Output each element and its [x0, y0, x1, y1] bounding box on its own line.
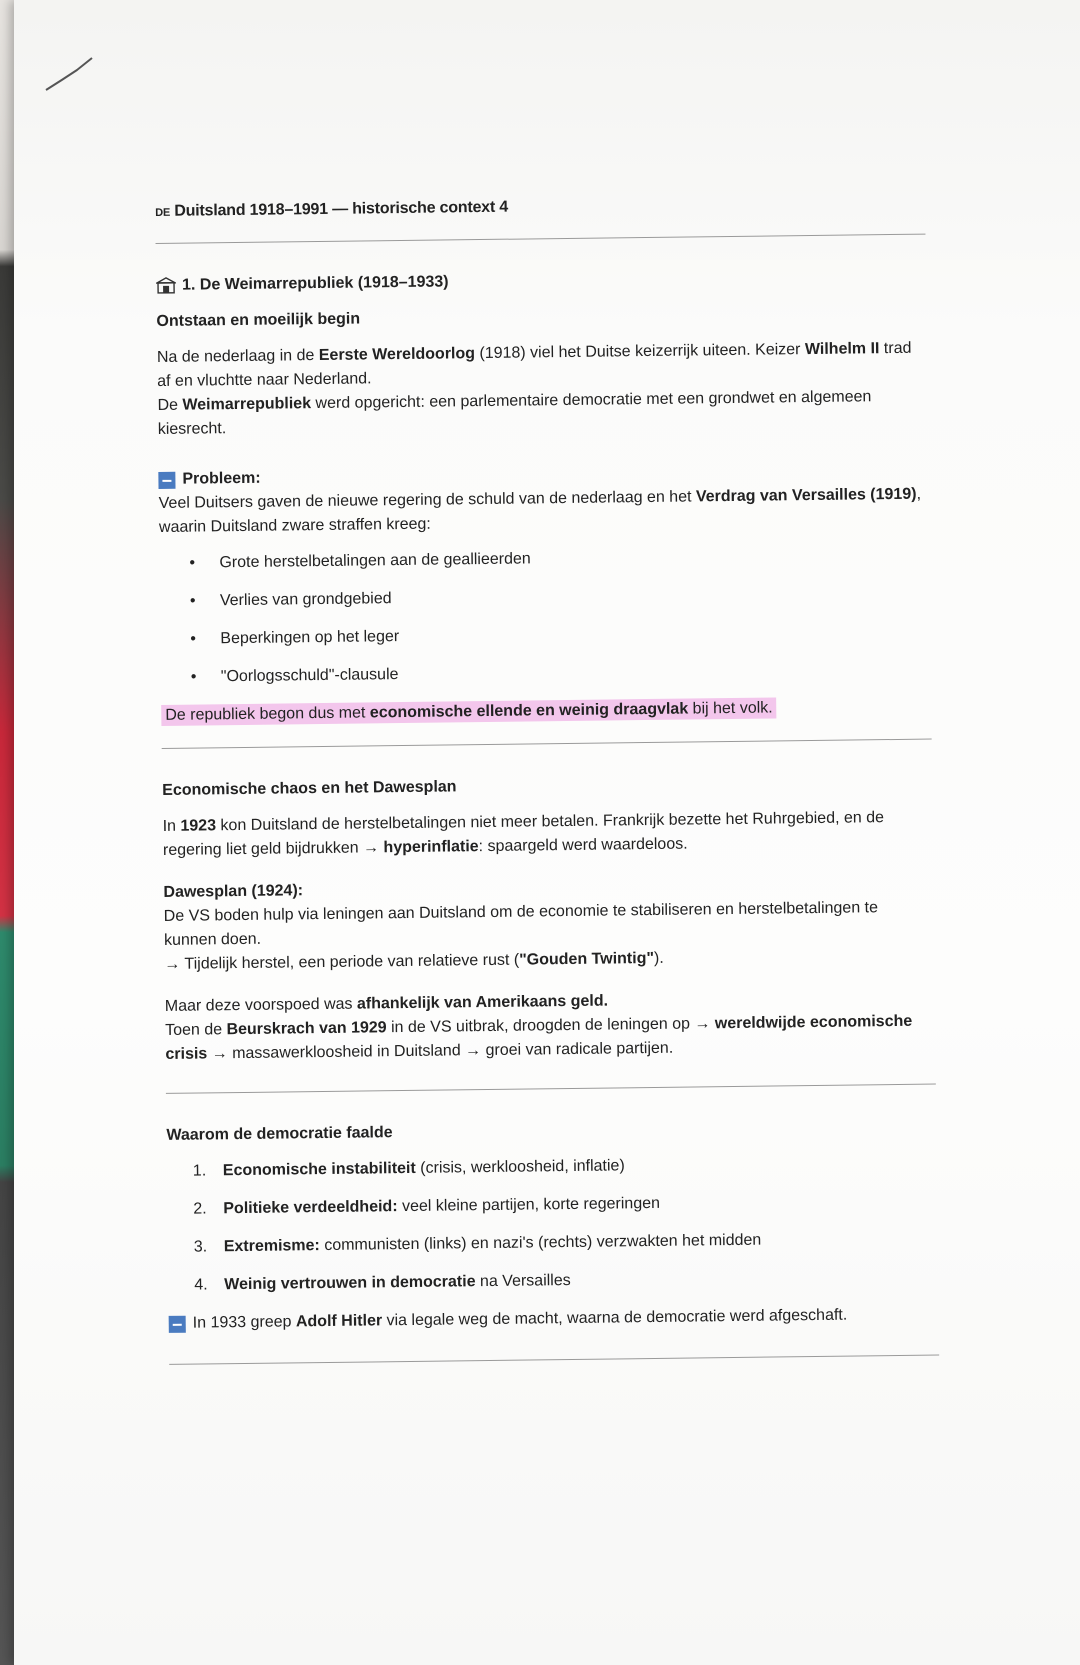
section-title-economie: Economische chaos en het Dawesplan — [162, 778, 457, 799]
paragraph-nederlaag: Na de nederlaag in de Eerste Wereldoorlog (1918) viel het Duitse keizerrijk uiteen. Keizer Wilhelm II trad af en vluchtte naar Nederland. De Weimarrepubliek werd opgericht: een parlementaire democratie met een grondwet en algemeen kiesrecht. — [156, 339, 912, 438]
section-title-weimar — [156, 265, 926, 298]
list-item: 1. Economische instabiliteit (crisis, werkloosheid, inflatie) — [192, 1157, 625, 1180]
numbered-list-oorzaken — [167, 1151, 939, 1298]
list-item: • Grote herstelbetalingen aan de geallieerden — [189, 543, 929, 576]
final-statement: In 1933 greep Adolf Hitler via legale weg de macht, waarna de democratie werd afgeschaft. — [169, 1303, 939, 1336]
pen-mark-icon — [42, 50, 102, 120]
list-item: 2. Politieke verdeeldheid: veel kleine partijen, korte regeringen — [193, 1194, 661, 1218]
document-content — [155, 191, 940, 1395]
dawesplan-heading: Dawesplan (1924): — [163, 882, 304, 901]
minus-square-icon — [169, 1315, 186, 1332]
conclusion-highlight: De republiek begon dus met economische ellende en weinig draagvlak bij het volk. — [161, 695, 931, 728]
section-title-democratie: Waarom de democratie faalde — [166, 1124, 393, 1144]
building-icon — [156, 277, 176, 295]
divider — [156, 234, 926, 244]
list-item: • Verlies van grondgebied — [190, 581, 930, 614]
sub-heading-ontstaan: Ontstaan en moeilijk begin — [156, 310, 361, 330]
list-item: • "Oorlogsschuld"-clausule — [191, 657, 931, 690]
paragraph-beurskrach: Maar deze voorspoed was afhankelijk van Amerikaans geld. Toen de Beurskrach van 1929 in de VS uitbrak, droogden de leningen op → wereldwijde economische crisis → massawerkloosheid in Duitsland → groei van radicale partijen. — [164, 992, 913, 1063]
header-title: Duitsland 1918–1991 — historische context 4 — [174, 198, 509, 220]
header-prefix: DE — [155, 206, 171, 219]
paragraph-1923: In 1923 kon Duitsland de herstelbetalingen niet meer betalen. Frankrijk bezette het Ruhrgebied, en de regering liet geld bijdrukken → hyperinflatie: spaargeld werd waardeloos. — [162, 809, 885, 859]
minus-square-icon — [158, 471, 175, 488]
paragraph-dawesplan: Dawesplan (1924): De VS boden hulp via leningen aan Duitsland om de economie te stabiliseren en herstelbetalingen te kunnen doen. → Tijdelijk herstel, een periode van relatieve rust ("Gouden Twintig"). — [163, 882, 879, 973]
paragraph-probleem: Veel Duitsers gaven de nieuwe regering de schuld van de nederlaag en het Verdrag van Versailles (1919), waarin Duitsland zware straffen kreeg: — [158, 485, 922, 536]
bullet-list-straffen — [159, 543, 931, 690]
list-item: 4. Weinig vertrouwen in democratie na Versailles — [194, 1272, 571, 1294]
divider — [166, 1084, 936, 1094]
section-title-text: 1. De Weimarrepubliek (1918–1933) — [181, 273, 449, 294]
list-item: • Beperkingen op het leger — [190, 619, 930, 652]
divider — [169, 1355, 939, 1365]
list-item: 3. Extremisme: communisten (links) en nazi's (rechts) verzwakten het midden — [193, 1231, 762, 1256]
divider — [162, 739, 932, 749]
problem-label: Probleem: — [182, 469, 261, 488]
